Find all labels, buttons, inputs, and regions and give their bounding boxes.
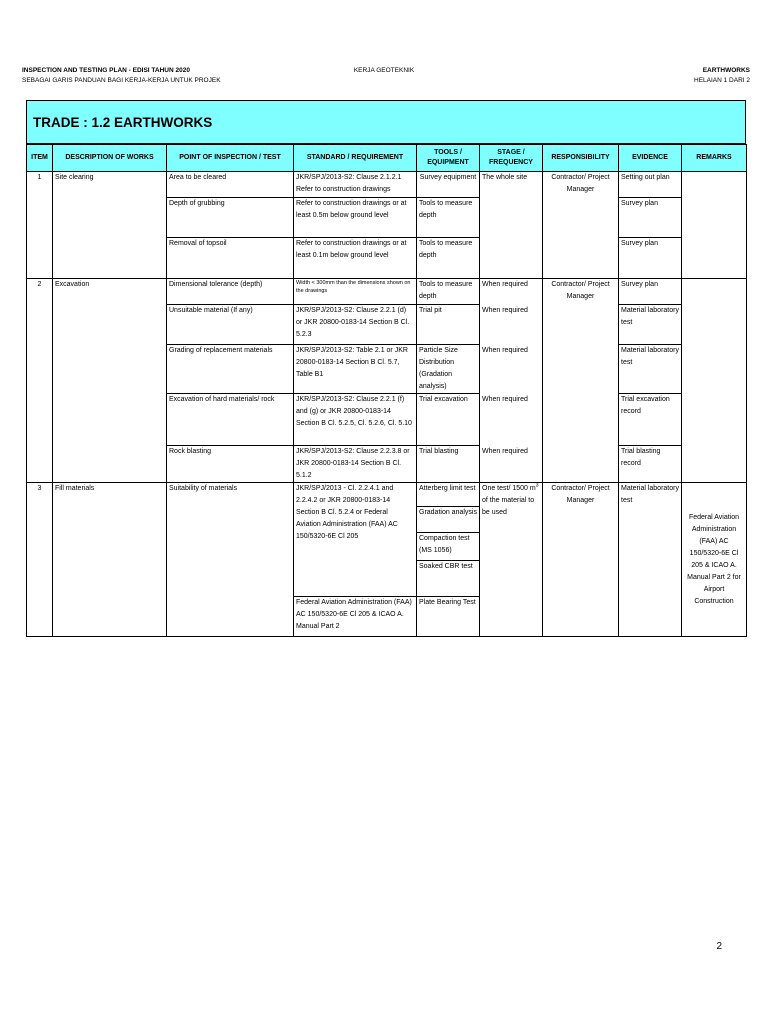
responsibility: Contractor/ Project Manager <box>543 172 619 279</box>
sheet-number: HELAIAN 1 DARI 2 <box>694 77 750 84</box>
tool-gradation: Gradation analysis <box>417 507 479 533</box>
stage-frequency: When required <box>480 345 543 394</box>
stage-frequency: When required <box>480 394 543 446</box>
stage-frequency: The whole site <box>480 172 543 279</box>
table-row <box>27 172 747 198</box>
evidence: Trial blasting record <box>619 446 682 483</box>
evidence: Survey plan <box>619 279 682 305</box>
plan-title: INSPECTION AND TESTING PLAN - EDISI TAHUN 2020 <box>22 67 190 74</box>
evidence: Trial excavation record <box>619 394 682 446</box>
item-number: 3 <box>27 483 53 637</box>
tools-equipment: Trial blasting <box>417 446 480 483</box>
col-header-stage: STAGE / FREQUENCY <box>480 145 543 172</box>
work-description: Fill materials <box>53 483 167 637</box>
plan-subtitle: SEBAGAI GARIS PANDUAN BAGI KERJA-KERJA UNTUK PROJEK <box>22 77 221 84</box>
standard-requirement: JKR/SPJ/2013-S2: Clause 2.2.3.8 or JKR 20800-0183-14 Section B Cl. 5.1.2 <box>294 446 417 483</box>
tools-equipment: Particle Size Distribution (Gradation analysis) <box>417 345 480 394</box>
responsibility: Contractor/ Project Manager <box>543 483 619 637</box>
col-header-inspection: POINT OF INSPECTION / TEST <box>167 145 294 172</box>
inspection-point: Rock blasting <box>167 446 294 483</box>
inspection-point: Excavation of hard materials/ rock <box>167 394 294 446</box>
tools-equipment: Trial pit <box>417 305 480 345</box>
tools-equipment: Tools to measure depth <box>417 238 480 279</box>
remarks <box>682 279 747 483</box>
document-header-right <box>694 66 750 86</box>
col-header-standard: STANDARD / REQUIREMENT <box>294 145 417 172</box>
stage-frequency: When required <box>480 446 543 483</box>
standard-requirement: Federal Aviation Administration (FAA) AC 150/5320-6E Cl 205 & ICAO A. Manual Part 2 <box>294 597 417 637</box>
tool-atterberg: Atterberg limit test <box>417 483 479 507</box>
item-number: 2 <box>27 279 53 483</box>
inspection-point: Dimensional tolerance (depth) <box>167 279 294 305</box>
remarks: Federal Aviation Administration (FAA) AC 150/5320-6E Cl 205 & ICAO A. Manual Part 2 for Airport Construction <box>682 483 747 637</box>
inspection-point: Removal of topsoil <box>167 238 294 279</box>
col-header-responsibility: RESPONSIBILITY <box>543 145 619 172</box>
stage-frequency <box>480 483 543 637</box>
evidence: Material laboratory test <box>619 305 682 345</box>
col-header-tools: TOOLS / EQUIPMENT <box>417 145 480 172</box>
inspection-point: Grading of replacement materials <box>167 345 294 394</box>
tool-soaked-cbr: Soaked CBR test <box>419 563 473 570</box>
trade-title: TRADE : 1.2 EARTHWORKS <box>26 100 746 144</box>
table-header-row <box>27 145 747 172</box>
standard-requirement: JKR/SPJ/2013 - Cl. 2.2.4.1 and 2.2.4.2 or JKR 20800-0183-14 Section B Cl. 5.2.4 or Federal Aviation Administration (FAA) AC 150/5320-6E Cl 205 <box>294 483 417 597</box>
col-header-evidence: EVIDENCE <box>619 145 682 172</box>
standard-requirement: JKR/SPJ/2013-S2: Clause 2.2.1 (d) or JKR 20800-0183-14 Section B Cl. 5.2.3 <box>294 305 417 345</box>
evidence: Material laboratory test <box>619 345 682 394</box>
tools-equipment: Plate Bearing Test <box>417 597 480 637</box>
evidence: Material laboratory test <box>619 483 682 637</box>
col-header-remarks: REMARKS <box>682 145 747 172</box>
inspection-point: Area to be cleared <box>167 172 294 198</box>
tools-equipment <box>417 483 480 597</box>
evidence: Setting out plan <box>619 172 682 198</box>
evidence: Survey plan <box>619 198 682 238</box>
tools-equipment: Tools to measure depth <box>417 279 480 305</box>
inspection-table <box>26 144 747 637</box>
tools-equipment: Tools to measure depth <box>417 198 480 238</box>
table-row <box>27 279 747 305</box>
page-number: 2 <box>716 941 722 952</box>
col-header-item: ITEM <box>27 145 53 172</box>
inspection-point: Unsuitable material (If any) <box>167 305 294 345</box>
standard-requirement: Refer to construction drawings or at least 0.5m below ground level <box>294 198 417 238</box>
table-row <box>27 483 747 597</box>
inspection-point: Suitability of materials <box>167 483 294 637</box>
tool-compaction: Compaction test (MS 1056) <box>417 533 479 561</box>
stage-frequency-tail: of the material to be used <box>482 497 535 516</box>
tools-equipment: Trial excavation <box>417 394 480 446</box>
standard-requirement: Refer to construction drawings or at least 0.1m below ground level <box>294 238 417 279</box>
standard-requirement: JKR/SPJ/2013-S2: Clause 2.1.2.1 Refer to construction drawings <box>294 172 417 198</box>
work-description: Excavation <box>53 279 167 483</box>
item-number: 1 <box>27 172 53 279</box>
standard-requirement: Width < 300mm than the dimensions shown on the drawings <box>294 279 417 305</box>
col-header-description: DESCRIPTION OF WORKS <box>53 145 167 172</box>
stage-frequency: When required <box>480 305 543 345</box>
document-header-center: KERJA GEOTEKNIK <box>353 67 415 74</box>
work-description: Site clearing <box>53 172 167 279</box>
responsibility: Contractor/ Project Manager <box>543 279 619 483</box>
standard-requirement: JKR/SPJ/2013-S2: Table 2.1 or JKR 20800-0183-14 Section B Cl. 5.7, Table B1 <box>294 345 417 394</box>
section-name: EARTHWORKS <box>702 67 750 74</box>
stage-frequency-text: One test/ 1500 m <box>482 485 536 492</box>
stage-superscript: 3 <box>535 482 539 489</box>
evidence: Survey plan <box>619 238 682 279</box>
stage-frequency: When required <box>480 279 543 305</box>
tools-equipment: Survey equipment <box>417 172 480 198</box>
standard-requirement: JKR/SPJ/2013-S2: Clause 2.2.1 (f) and (g) or JKR 20800-0183-14 Section B Cl. 5.2.5, Cl. 5.2.6, Cl. 5.10 <box>294 394 417 446</box>
inspection-point: Depth of grubbing <box>167 198 294 238</box>
remarks <box>682 172 747 279</box>
